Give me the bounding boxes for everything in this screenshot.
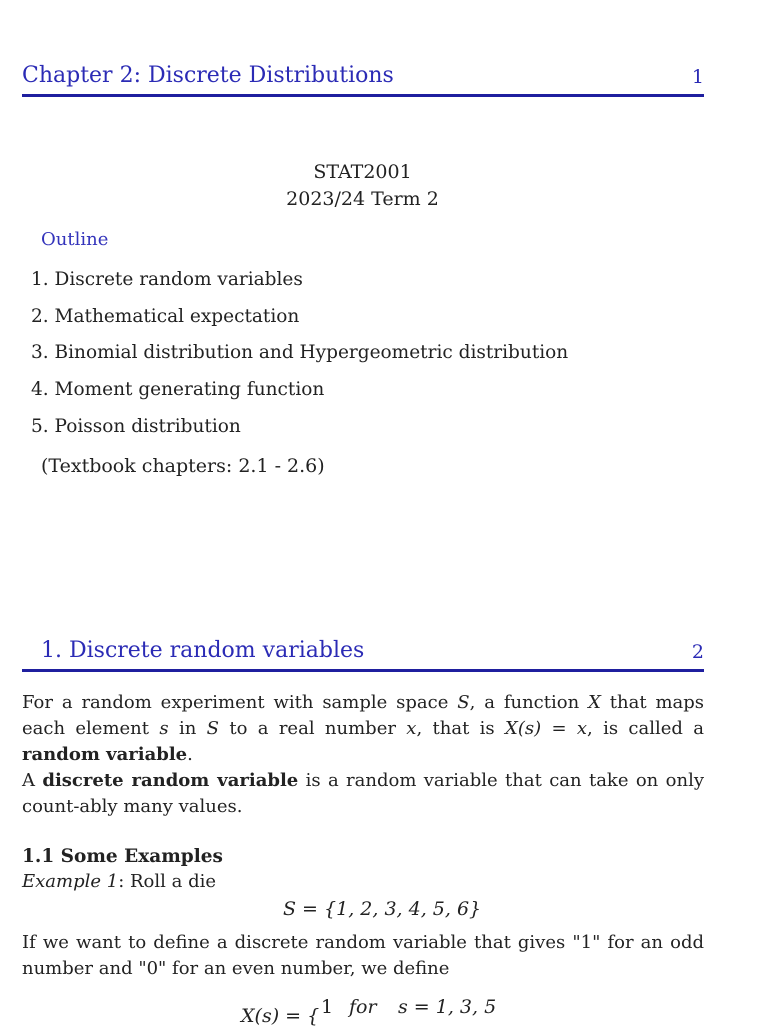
example-label: Example 1	[22, 871, 119, 892]
text-run: in	[168, 718, 207, 739]
term-label: 2023/24 Term 2	[286, 188, 439, 210]
outline-item: 5. Poisson distribution	[31, 415, 241, 437]
bold-term: discrete random variable	[42, 770, 299, 791]
course-code: STAT2001	[313, 161, 412, 183]
math-symbol: S	[457, 692, 470, 713]
example-description: If we want to define a discrete random variable that gives "1" for an odd number and "0" for an even number, we define	[22, 932, 704, 979]
outline-label: Outline	[41, 229, 109, 250]
example-line	[22, 871, 216, 892]
section-subheading: 1.1 Some Examples	[22, 846, 223, 867]
textbook-note: (Textbook chapters: 2.1 - 2.6)	[41, 455, 325, 477]
outline-item: 2. Mathematical expectation	[31, 305, 300, 327]
case-value: 1	[321, 996, 334, 1018]
slide2-page-number: 2	[691, 641, 704, 663]
text-run: A	[22, 770, 43, 791]
definition-lhs: X(s) = {	[241, 1005, 320, 1027]
text-run: , is called a	[587, 718, 705, 739]
text-run: is a random variable that can take on only count-ably many values.	[22, 770, 704, 817]
text-run: that maps each element	[22, 692, 705, 739]
slide1-header	[22, 56, 704, 97]
discrete-rv-definition	[22, 768, 704, 820]
math-symbol: X	[588, 692, 601, 713]
text-run: , a function	[469, 692, 589, 713]
case-condition: s = 1, 3, 5	[398, 996, 497, 1018]
slide2-header	[22, 630, 704, 672]
outline-item: 1. Discrete random variables	[31, 269, 303, 290]
outline-item: 3. Binomial distribution and Hypergeometric distribution	[31, 342, 569, 364]
slide1-page-number: 1	[691, 66, 704, 88]
slide2-title: 1. Discrete random variables	[41, 638, 365, 663]
text-run: , that is	[416, 718, 505, 739]
text-run: to a real number	[219, 718, 407, 739]
outline-list	[31, 268, 568, 451]
math-equation: X(s) = x	[505, 718, 588, 739]
example-text: : Roll a die	[118, 871, 216, 892]
random-variable-definition	[22, 690, 704, 768]
math-symbol: x	[406, 718, 417, 739]
text-run: .	[187, 744, 193, 765]
math-symbol: s	[159, 718, 169, 739]
bold-term: random variable	[22, 744, 188, 765]
text-run: For a random experiment with sample space	[22, 692, 458, 713]
sample-space-equation: S = {1, 2, 3, 4, 5, 6}	[283, 898, 482, 920]
math-symbol: S	[206, 718, 219, 739]
outline-item: 4. Moment generating function	[31, 379, 325, 401]
slide1-title: Chapter 2: Discrete Distributions	[22, 63, 394, 88]
case-for: for	[349, 996, 377, 1018]
